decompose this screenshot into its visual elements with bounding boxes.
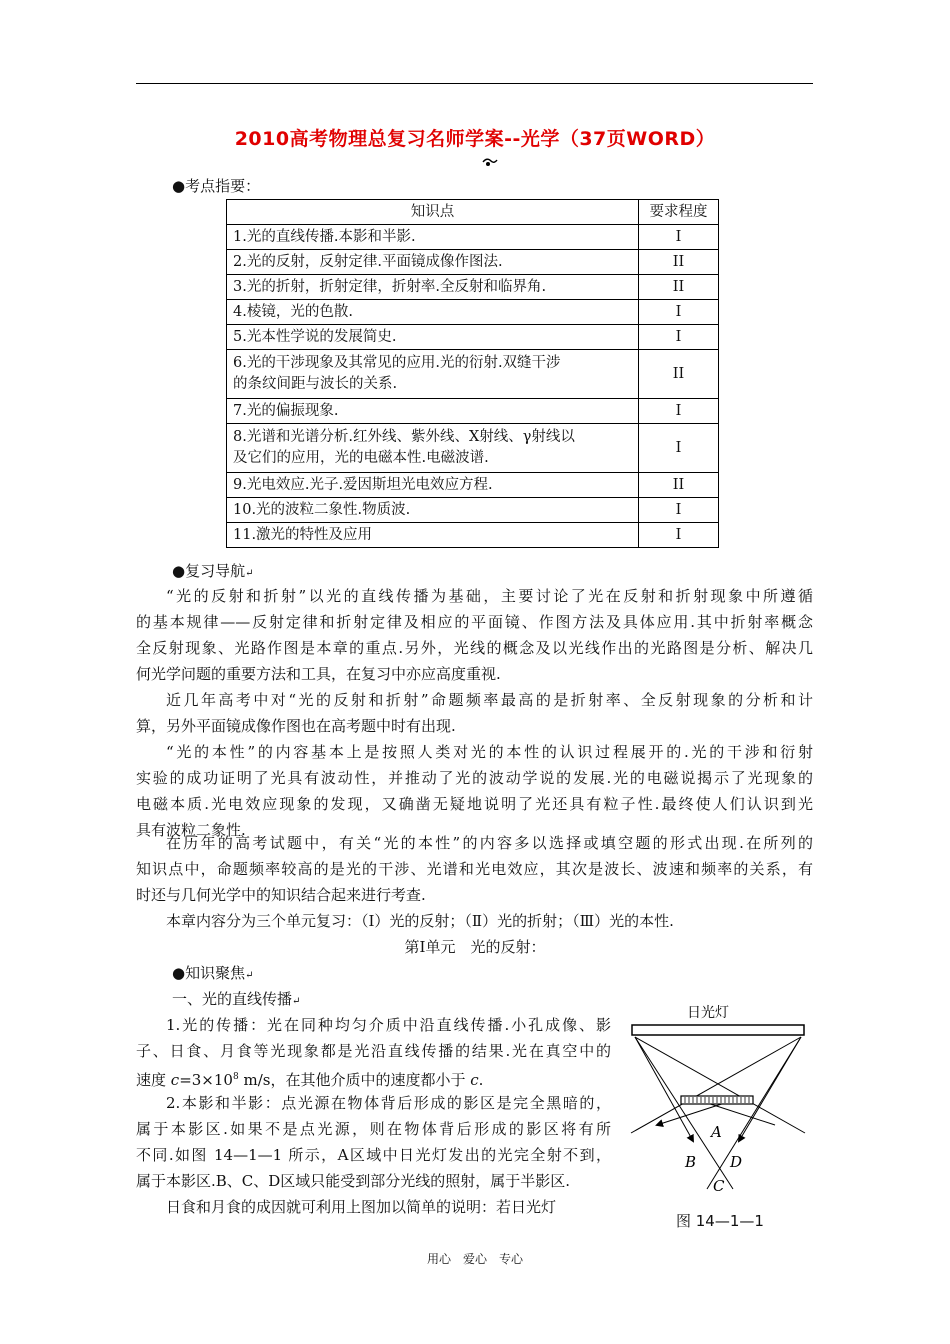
- table-row: 4.棱镜，光的色散. I: [227, 300, 719, 325]
- kaodian-heading: ●考点指要：: [172, 177, 261, 195]
- paragraph: 日食和月食的成因就可利用上图加以简单的说明：若日光灯: [166, 1198, 557, 1216]
- lamp-shape: [632, 1025, 804, 1035]
- lamp-label: 日光灯: [687, 1005, 729, 1021]
- table-row: 6.光的干涉现象及其常见的应用.光的衍射.双缝干涉 的条纹间距与波长的关系. II: [227, 350, 719, 399]
- paragraph: “光的反射和折射”以光的直线传播为基础，主要讨论了光在反射和折射现象中所遵循 的基本规律——反射定律和折射定律及相应的平面镜、作图方法及具体应用.其中折射率概念 全反射现象、光路作图是本章的重点.另外，光线的概念及以光线作出的光路图是分析、解决几 何光学问题的重要方法和工具，在复习中亦应高度重视.: [136, 587, 813, 683]
- table-header-knowledge: 知识点: [227, 200, 639, 225]
- region-a-label: A: [711, 1123, 722, 1141]
- table-header-level: 要求程度: [639, 200, 719, 225]
- table-row: 11.激光的特性及应用 I: [227, 523, 719, 548]
- table-row: 9.光电效应.光子.爱因斯坦光电效应方程. II: [227, 473, 719, 498]
- table-row: 7.光的偏振现象. I: [227, 399, 719, 424]
- title-ornament-icon: [481, 156, 499, 168]
- table-row: 10.光的波粒二象性.物质波. I: [227, 498, 719, 523]
- region-b-label: B: [685, 1153, 697, 1171]
- paragraph: “光的本性”的内容基本上是按照人类对光的本性的认识过程展开的.光的干涉和衍射 实验的成功证明了光具有波动性，并推动了光的波动学说的发展.光的电磁说揭示了光现象的 电磁本质.光电效应现象的发现，又确凿无疑地说明了光还具有粒子性.最终使人们认识到光 具有波粒二象性.: [136, 743, 813, 839]
- header-rule: [136, 83, 813, 84]
- zhishi-heading: ●知识聚焦↵: [172, 964, 254, 982]
- table-row: 5.光本性学说的发展简史. I: [227, 325, 719, 350]
- unit-title: 第Ⅰ单元 光的反射：: [404, 938, 546, 956]
- region-c-label: C: [713, 1177, 725, 1193]
- page-footer: 用心 爱心 专心: [426, 1252, 523, 1266]
- figure-caption: 图 14—1—1: [676, 1212, 764, 1230]
- fuxi-heading: ●复习导航↵: [172, 562, 254, 580]
- document-title: 2010高考物理总复习名师学案--光学（37页WORD）: [234, 128, 716, 150]
- shadow-diagram: [627, 1003, 809, 1193]
- paragraph: 本章内容分为三个单元复习：（Ⅰ）光的反射；（Ⅱ）光的折射；（Ⅲ）光的本性.: [166, 912, 674, 930]
- paragraph: 在历年的高考试题中，有关“光的本性”的内容多以选择或填空题的形式出现.在所列的 知识点中，命题频率较高的是光的干涉、光谱和光电效应，其次是波长、波速和频率的关系，有 时还与几何光学中的知识结合起来进行考查.: [136, 834, 813, 904]
- table-row: 2.光的反射，反射定律.平面镜成像作图法. II: [227, 250, 719, 275]
- table-row: 3.光的折射，折射定律，折射率.全反射和临界角. II: [227, 275, 719, 300]
- paragraph: 2.本影和半影：点光源在物体背后形成的影区是完全黑暗的， 属于本影区.如果不是点光源，则在物体背后形成的影区将有所 不同.如图 14—1—1 所示，A区域中日光灯发出的光完全射不到， 属于本影区.B、C、D区域只能受到部分光线的照射，属于半影区.: [136, 1094, 611, 1190]
- table-row: 8.光谱和光谱分析.红外线、紫外线、X射线、γ射线以 及它们的应用，光的电磁本性.电磁波谱. I: [227, 424, 719, 473]
- table-row: 1.光的直线传播.本影和半影. I: [227, 225, 719, 250]
- section-heading: 一、光的直线传播↵: [172, 990, 301, 1008]
- knowledge-table: [226, 199, 719, 548]
- paragraph: 1.光的传播：光在同种均匀介质中沿直线传播.小孔成像、影 子、日食、月食等光现象都是光沿直线传播的结果.光在真空中的 速度 $c=3\times 10^8$ m/s，在其他介质中的速度都小于 c.: [136, 1016, 611, 1089]
- paragraph: 近几年高考中对“光的反射和折射”命题频率最高的是折射率、全反射现象的分析和计 算，另外平面镜成像作图也在高考题中时有出现.: [136, 691, 813, 735]
- region-d-label: D: [730, 1153, 743, 1171]
